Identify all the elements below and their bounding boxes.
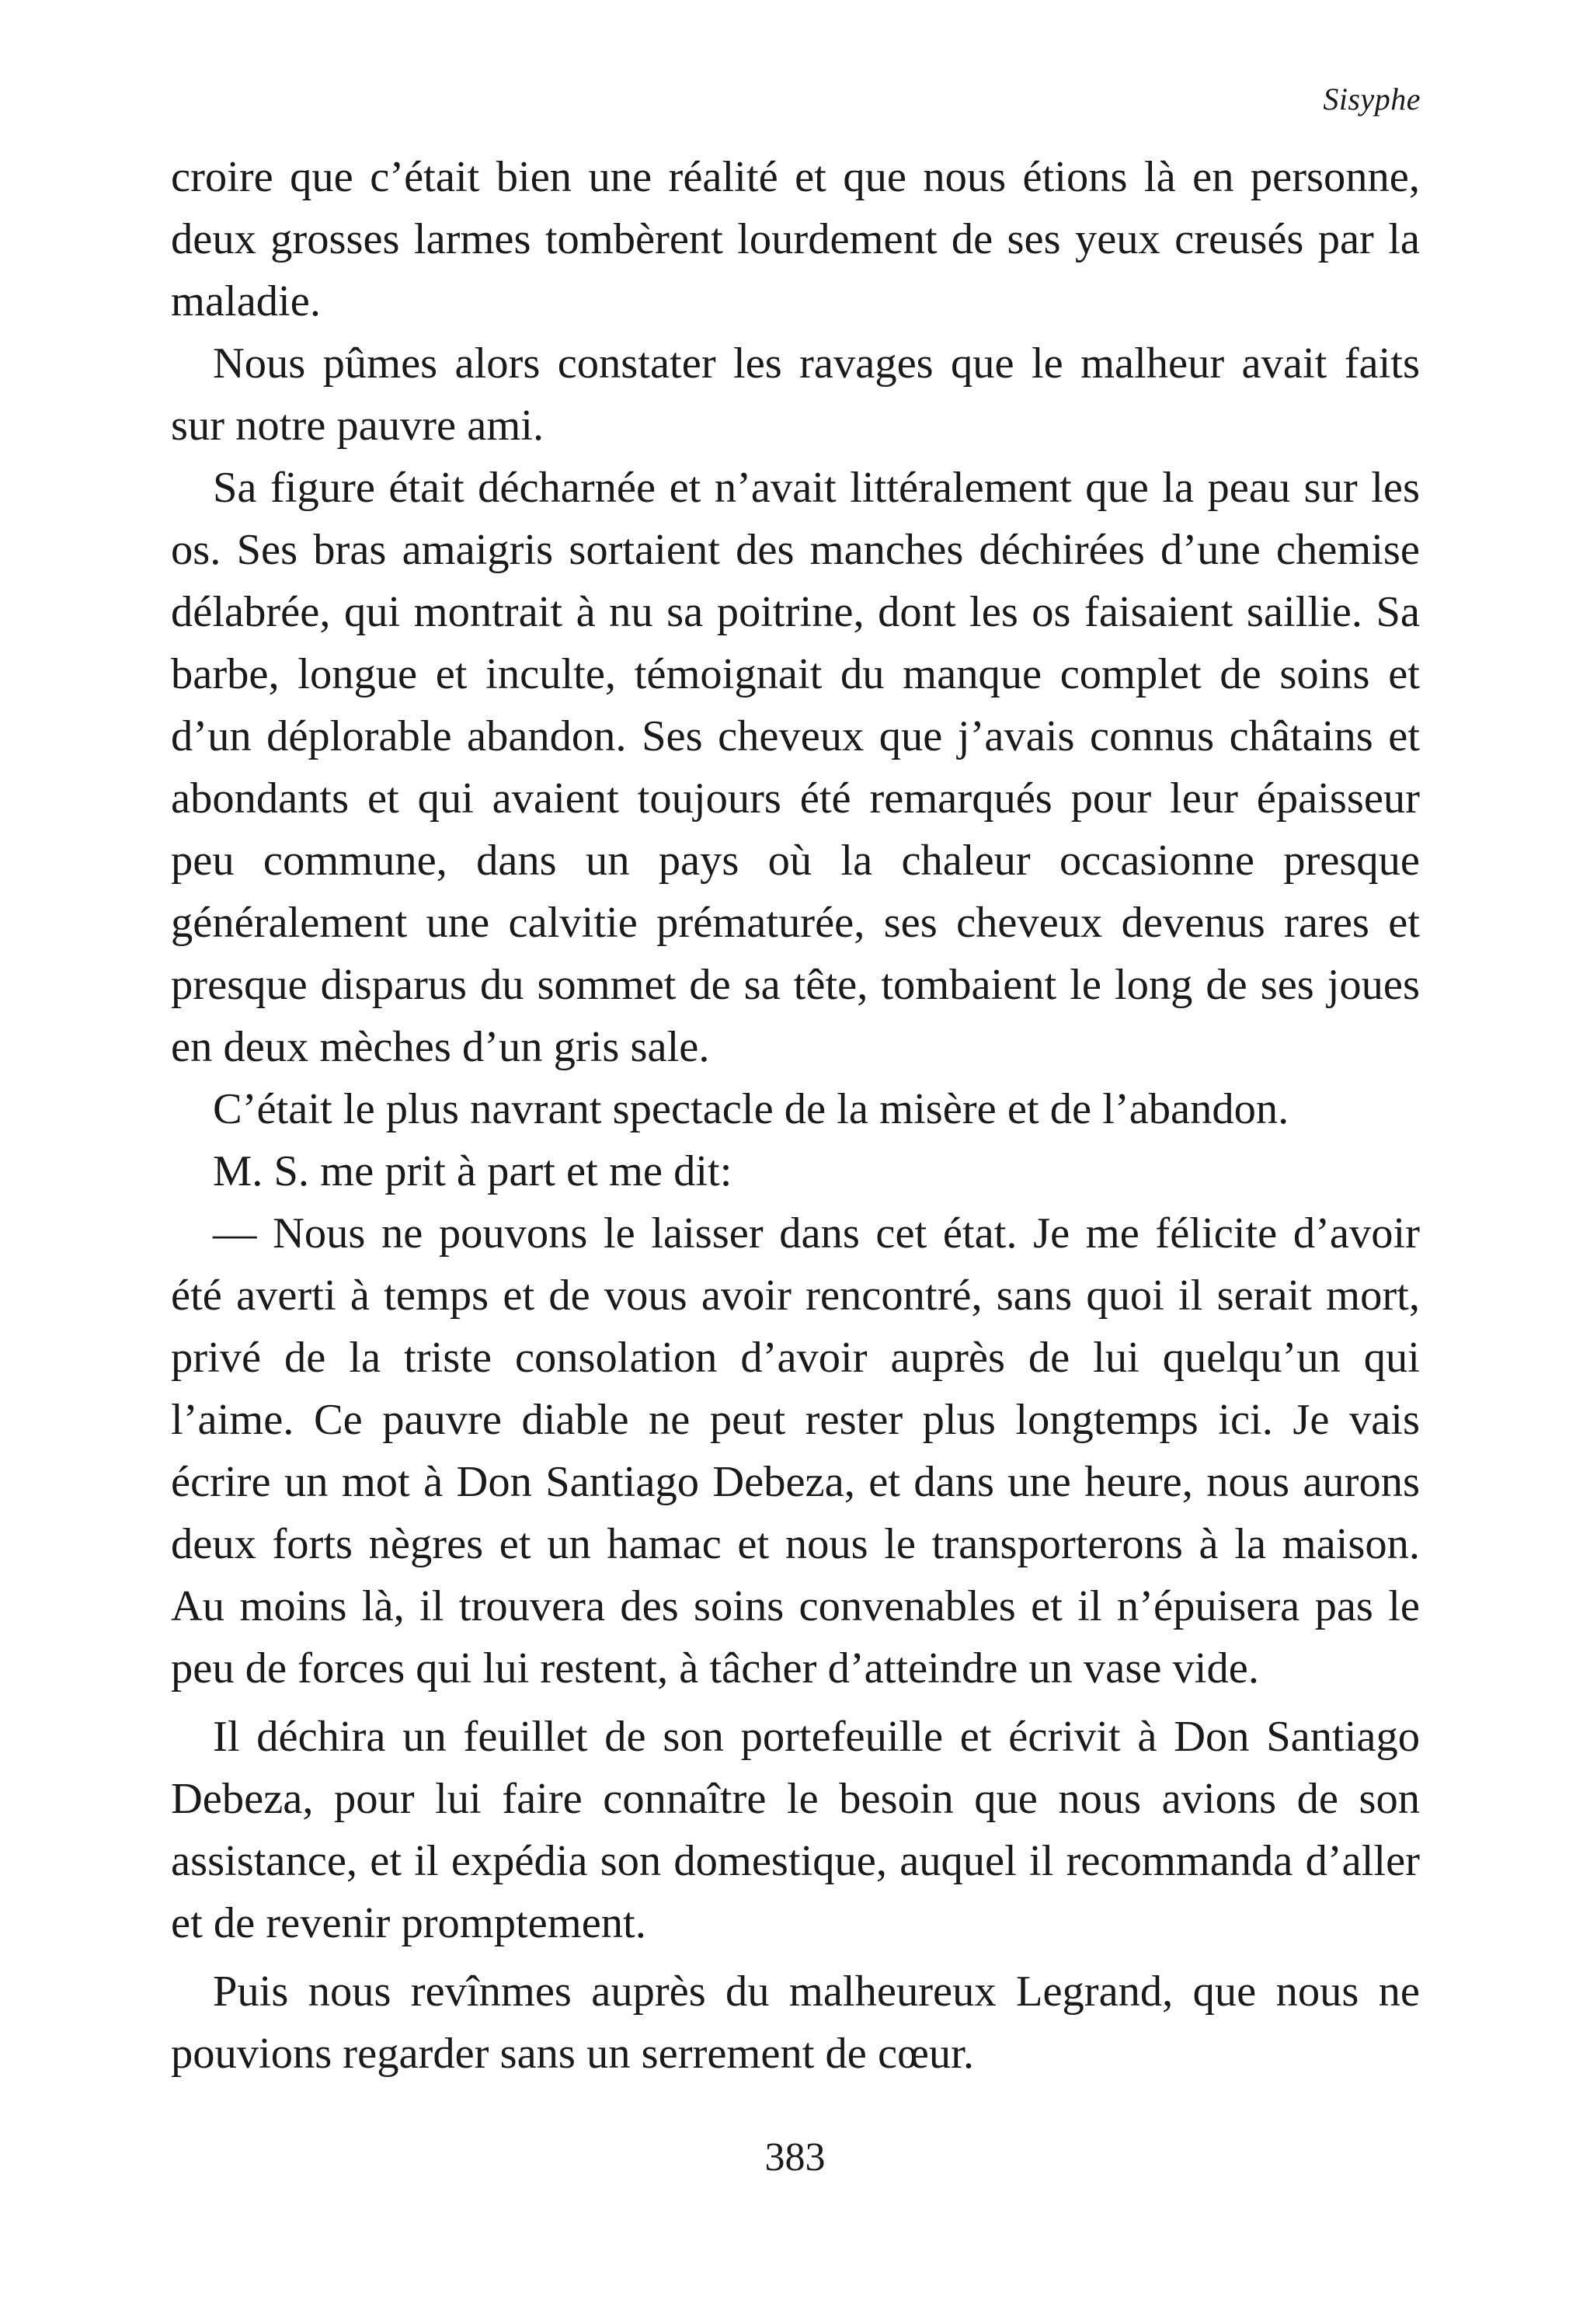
running-head: Sisyphe bbox=[1323, 82, 1421, 117]
paragraph: Sa figure était décharnée et n’avait littéralement que la peau sur les os. Ses bras amaigris sortaient des manches déchirées d’une chemise délabrée, qui montrait à nu sa poitrine, dont les os faisaient saillie. Sa barbe, longue et inculte, témoignait du manque complet de soins et d’un déplorable abandon. Ses cheveux que j’avais connus châtains et abondants et qui avaient toujours été remarqués pour leur épaisseur peu commune, dans un pays où la chaleur occasionne presque généralement une calvitie prématurée, ses cheveux devenus rares et presque disparus du sommet de sa tête, tombaient le long de ses joues en deux mèches d’un gris sale. bbox=[171, 464, 1420, 1071]
paragraph: Il déchira un feuillet de son portefeuille et écrivit à Don Santiago Debeza, pour lui faire connaître le besoin que nous avions de son assistance, et il expédia son domestique, auquel il recommanda d’aller et de revenir promptement. bbox=[171, 1713, 1420, 1947]
paragraph: C’était le plus navrant spectacle de la misère et de l’abandon. bbox=[213, 1085, 1289, 1133]
paragraph: Puis nous revînmes auprès du malheureux Legrand, que nous ne pouvions regarder sans un serrement de cœur. bbox=[171, 1967, 1420, 2078]
paragraph: — Nous ne pouvons le laisser dans cet état. Je me félicite d’avoir été averti à temps et de vous avoir rencontré, sans quoi il serait mort, privé de la triste consolation d’avoir auprès de lui quelqu’un qui l’aime. Ce pauvre diable ne peut rester plus longtemps ici. Je vais écrire un mot à Don Santiago Debeza, et dans une heure, nous aurons deux forts nègres et un hamac et nous le transporterons à la maison. Au moins là, il trouvera des soins convenables et il n’épuisera pas le peu de forces qui lui restent, à tâcher d’atteindre un vase vide. bbox=[171, 1209, 1420, 1693]
paragraph: Nous pûmes alors constater les ravages que le malheur avait faits sur notre pauvre ami. bbox=[171, 339, 1420, 450]
paragraph: M. S. me prit à part et me dit: bbox=[213, 1147, 732, 1195]
page-number: 383 bbox=[764, 2135, 826, 2180]
paragraph: croire que c’était bien une réalité et que nous étions là en personne, deux grosses larmes tombèrent lourdement de ses yeux creusés par la maladie. bbox=[171, 153, 1420, 325]
body-text bbox=[171, 146, 1420, 2085]
